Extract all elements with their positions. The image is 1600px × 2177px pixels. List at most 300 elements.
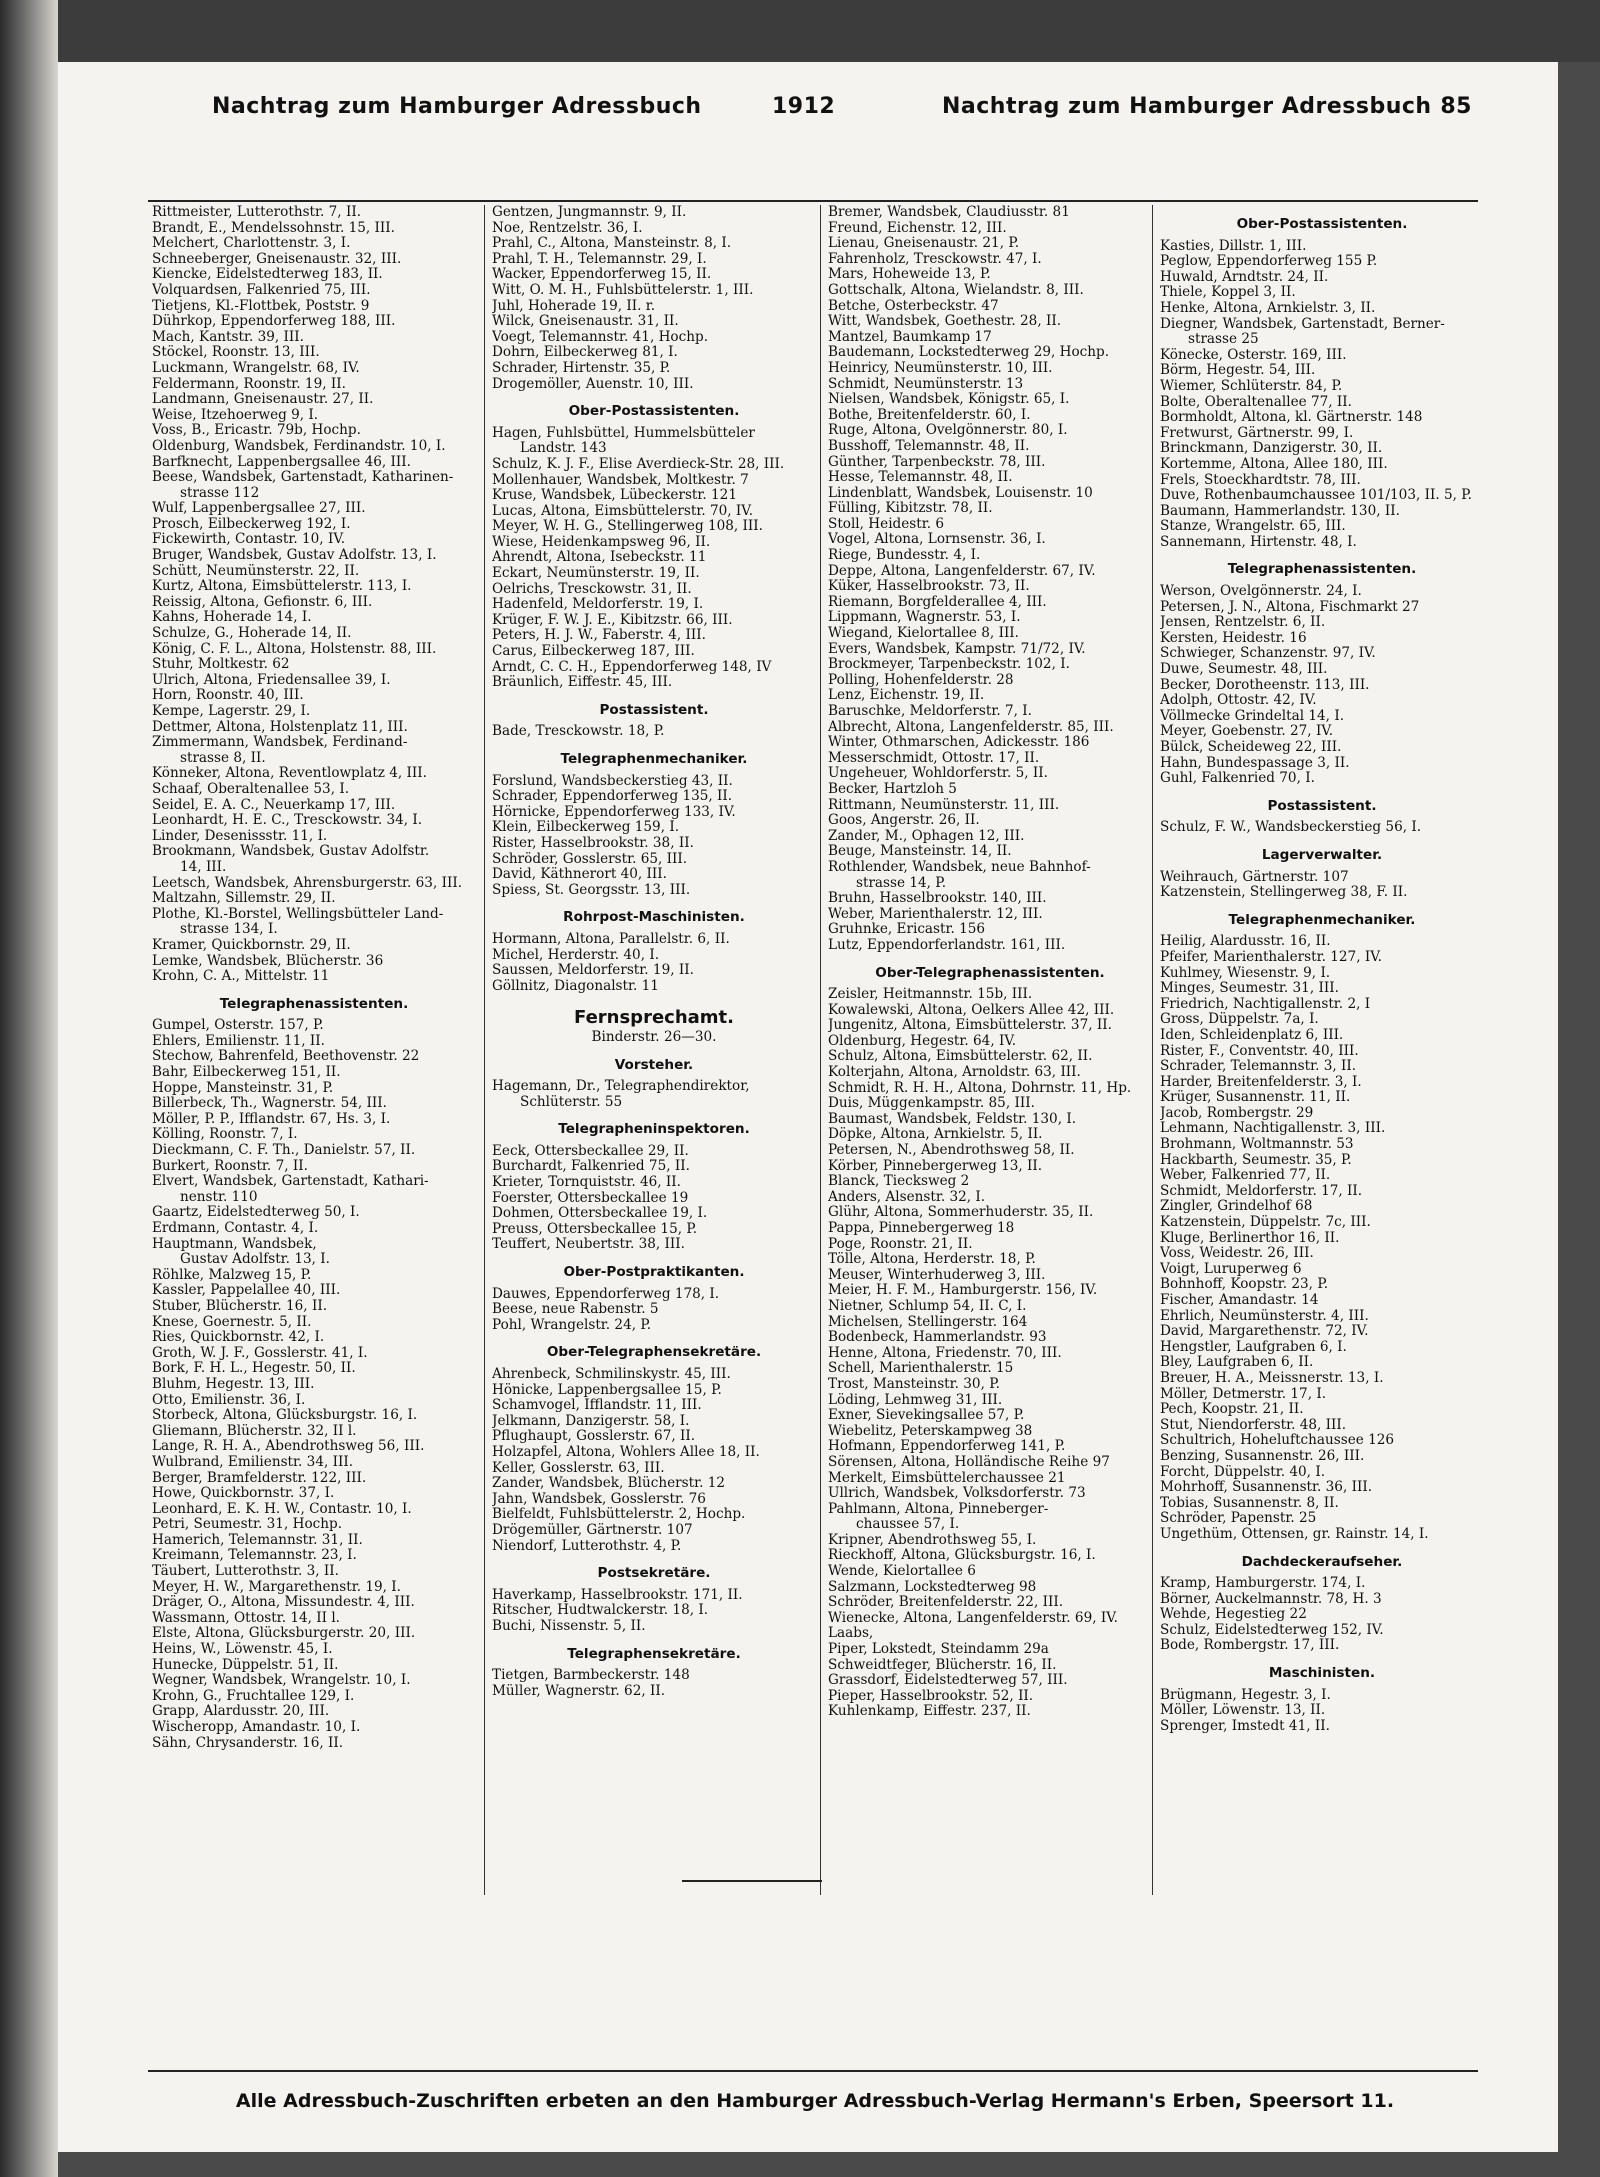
- directory-entry: Zimmermann, Wandsbek, Ferdinand-: [152, 735, 408, 751]
- directory-entry: Weber, Falkenried 77, II.: [1160, 1168, 1331, 1184]
- directory-entry: Forslund, Wandsbeckerstieg 43, II.: [492, 773, 733, 789]
- directory-entry: Dieckmann, C. F. Th., Danielstr. 57, II.: [152, 1143, 416, 1159]
- directory-entry: Börm, Hegestr. 54, III.: [1160, 363, 1316, 379]
- directory-entry: Bade, Tresckowstr. 18, P.: [492, 724, 665, 740]
- directory-entry: Jahn, Wandsbek, Gosslerstr. 76: [492, 1491, 706, 1507]
- directory-entry: Hormann, Altona, Parallelstr. 6, II.: [492, 931, 730, 947]
- directory-entry: Sprenger, Imstedt 41, II.: [1160, 1718, 1330, 1734]
- directory-entry: Wischeropp, Amandastr. 10, I.: [152, 1720, 361, 1735]
- directory-entry: Lenz, Eichenstr. 19, II.: [828, 688, 985, 704]
- directory-entry: Harder, Breitenfelderstr. 3, I.: [1160, 1074, 1362, 1090]
- directory-entry: Spiess, St. Georgsstr. 13, III.: [492, 882, 691, 898]
- directory-entry: Witt, Wandsbek, Goethestr. 28, II.: [828, 314, 1062, 330]
- directory-entry: Pflughaupt, Gosslerstr. 67, II.: [492, 1429, 696, 1445]
- directory-entry: Pahlmann, Altona, Pinneberger-: [828, 1501, 1049, 1517]
- directory-entry: Brockmeyer, Tarpenbeckstr. 102, I.: [828, 657, 1070, 673]
- directory-entry: Brandt, E., Mendelssohnstr. 15, III.: [152, 220, 395, 236]
- directory-entry: David, Käthnerort 40, III.: [492, 867, 667, 883]
- directory-entry: Bohnhoff, Koopstr. 23, P.: [1160, 1277, 1329, 1293]
- header-right-title: Nachtrag zum Hamburger Adressbuch: [942, 94, 1432, 119]
- directory-entry: Löding, Lehmweg 31, III.: [828, 1392, 1003, 1408]
- directory-entry: Peglow, Eppendorferweg 155 P.: [1160, 254, 1378, 270]
- directory-entry: Linder, Desenissstr. 11, I.: [152, 828, 328, 844]
- section-heading: Ober-Telegraphensekretäre.: [546, 1344, 762, 1361]
- section-heading: Telegraphenmechaniker.: [560, 751, 748, 767]
- directory-entry: Schmidt, Neumünsterstr. 13: [828, 376, 1024, 392]
- section-heading: Telegrapheninspektoren.: [558, 1121, 750, 1138]
- directory-entry: Bodenbeck, Hammerlandstr. 93: [828, 1330, 1047, 1346]
- directory-entry: Adolph, Ottostr. 42, IV.: [1160, 693, 1317, 709]
- section-heading: Telegraphensekretäre.: [567, 1645, 741, 1662]
- directory-entry: Krüger, Susannenstr. 11, II.: [1160, 1090, 1351, 1106]
- directory-entry: Hadenfeld, Meldorferstr. 19, I.: [492, 597, 704, 613]
- directory-entry: Beese, Wandsbek, Gartenstadt, Katharinen-: [152, 470, 454, 486]
- page-number: 85: [1440, 94, 1472, 119]
- directory-entry: Hagen, Fuhlsbüttel, Hummelsbütteler: [492, 425, 755, 441]
- directory-entry: Henne, Altona, Friedenstr. 70, III.: [828, 1345, 1062, 1361]
- directory-entry: Gaartz, Eidelstedterweg 50, I.: [152, 1205, 360, 1221]
- directory-entry: Fischer, Amandastr. 14: [1160, 1293, 1319, 1308]
- directory-entry: Tietgen, Barmbeckerstr. 148: [492, 1668, 690, 1684]
- directory-entry: Piper, Lokstedt, Steindamm 29a: [828, 1642, 1049, 1658]
- directory-entry: Wilck, Gneisenaustr. 31, II.: [492, 314, 679, 330]
- directory-entry: Duve, Rothenbaumchaussee 101/103, II. 5, P.: [1160, 488, 1472, 504]
- directory-entry: Dettmer, Altona, Holstenplatz 11, III.: [152, 719, 408, 735]
- directory-entry: Dauwes, Eppendorferweg 178, I.: [492, 1286, 720, 1302]
- directory-entry: Duwe, Seumestr. 48, III.: [1160, 662, 1328, 678]
- directory-entry: Frels, Stoeckhardtstr. 78, III.: [1160, 472, 1361, 488]
- directory-entry: Witt, O. M. H., Fuhlsbüttelerstr. 1, III.: [492, 282, 754, 298]
- directory-entry: Betche, Osterbeckstr. 47: [828, 298, 999, 314]
- directory-entry: Barfknecht, Lappenbergsallee 46, III.: [152, 454, 411, 470]
- office-address: Binderstr. 26—30.: [591, 1028, 717, 1045]
- directory-entry: Huwald, Arndtstr. 24, II.: [1160, 269, 1329, 285]
- section-heading: Rohrpost-Maschinisten.: [563, 909, 745, 926]
- directory-entry: Mars, Hoheweide 13, P.: [828, 267, 991, 283]
- directory-entry: Voss, B., Ericastr. 79b, Hochp.: [152, 423, 361, 439]
- section-heading: Maschinisten.: [1268, 1665, 1376, 1682]
- directory-entry: Stöckel, Roonstr. 13, III.: [152, 345, 320, 361]
- directory-entry: Wiebelitz, Peterskampweg 38: [828, 1423, 1033, 1439]
- directory-entry: Meier, H. F. M., Hamburgerstr. 156, IV.: [828, 1283, 1098, 1299]
- entry-continuation: chaussee 57, I.: [856, 1517, 960, 1533]
- entry-continuation: strasse 14, P.: [856, 875, 947, 891]
- directory-entry: Bormholdt, Altona, kl. Gärtnerstr. 148: [1160, 410, 1423, 426]
- directory-entry: Jacob, Rombergstr. 29: [1160, 1105, 1314, 1121]
- directory-entry: Goos, Angerstr. 26, II.: [828, 813, 980, 829]
- directory-entry: Ruge, Altona, Övelgönnerstr. 80, I.: [828, 423, 1068, 439]
- directory-entry: Baudemann, Lockstedterweg 29, Hochp.: [828, 345, 1110, 361]
- directory-entry: Wehde, Hegestieg 22: [1160, 1607, 1307, 1623]
- directory-entry: Schulz, Altona, Eimsbüttelerstr. 62, II.: [828, 1049, 1093, 1065]
- directory-entry: Meyer, H. W., Margarethenstr. 19, I.: [152, 1579, 401, 1595]
- directory-entry: Minges, Seumestr. 31, III.: [1160, 981, 1339, 997]
- directory-entry: Baruschke, Meldorferstr. 7, I.: [828, 704, 1032, 719]
- directory-entry: Dohmen, Ottersbeckallee 19, I.: [492, 1206, 708, 1222]
- directory-entry: Lienau, Gneisenaustr. 21, P.: [828, 236, 1020, 252]
- directory-entry: Pieper, Hasselbrookstr. 52, II.: [828, 1688, 1034, 1704]
- directory-entry: Heinricy, Neumünsterstr. 10, III.: [828, 360, 1053, 376]
- directory-entry: Prahl, T. H., Telemannstr. 29, I.: [492, 251, 707, 267]
- directory-entry: Lucas, Altona, Eimsbüttelerstr. 70, IV.: [492, 503, 754, 519]
- directory-entry: Kolterjahn, Altona, Arnoldstr. 63, III.: [828, 1065, 1081, 1081]
- directory-entry: Meyer, W. H. G., Stellingerweg 108, III.: [492, 519, 763, 535]
- directory-entry: Hackbarth, Seumestr. 35, P.: [1160, 1152, 1352, 1168]
- directory-entry: Kersten, Heidestr. 16: [1160, 630, 1307, 646]
- directory-entry: Becker, Hartzloh 5: [828, 781, 957, 797]
- directory-entry: Werson, Övelgönnerstr. 24, I.: [1160, 584, 1362, 600]
- entry-continuation: strasse 25: [1188, 332, 1259, 348]
- directory-entry: Fretwurst, Gärtnerstr. 99, I.: [1160, 425, 1354, 441]
- directory-entry: Merkelt, Eimsbüttelerchaussee 21: [828, 1470, 1066, 1486]
- directory-entry: Ulrich, Altona, Friedensallee 39, I.: [152, 672, 391, 688]
- directory-entry: Könecke, Osterstr. 169, III.: [1160, 347, 1347, 363]
- directory-entry: Nietner, Schlump 54, II. C, I.: [828, 1298, 1027, 1314]
- directory-entry: Fülling, Kibitzstr. 78, II.: [828, 501, 993, 517]
- directory-entry: Wassmann, Ottostr. 14, II l.: [152, 1610, 341, 1626]
- directory-entry: Exner, Sievekingsallee 57, P.: [828, 1408, 1025, 1424]
- directory-entry: Petersen, N., Abendrothsweg 58, II.: [828, 1143, 1075, 1159]
- entry-continuation: strasse 8, II.: [180, 750, 266, 766]
- directory-entry: Hamerich, Telemannstr. 31, II.: [152, 1532, 363, 1548]
- section-heading: Vorsteher.: [614, 1056, 694, 1073]
- directory-entry: Börner, Auckelmannstr. 78, H. 3: [1160, 1591, 1382, 1607]
- directory-entry: Bülck, Scheideweg 22, III.: [1160, 740, 1342, 755]
- directory-entry: Jensen, Rentzelstr. 6, II.: [1160, 615, 1326, 631]
- directory-entry: Tietjens, Kl.-Flottbek, Poststr. 9: [152, 298, 370, 314]
- directory-entry: Wulbrand, Emilienstr. 34, III.: [152, 1454, 354, 1470]
- directory-entry: Michelsen, Stellingerstr. 164: [828, 1314, 1028, 1330]
- directory-entry: Hönicke, Lappenbergsallee 15, P.: [492, 1382, 722, 1398]
- directory-entry: Schrader, Hirtenstr. 35, P.: [492, 360, 671, 376]
- directory-entry: Gumpel, Osterstr. 157, P.: [152, 1018, 324, 1034]
- directory-entry: Döpke, Altona, Arnkielstr. 5, II.: [828, 1127, 1043, 1143]
- directory-entry: Schütt, Neumünsterstr. 22, II.: [152, 563, 360, 579]
- directory-entry: Benzing, Susannenstr. 26, III.: [1160, 1448, 1365, 1464]
- directory-entry: Schaaf, Oberaltenallee 53, I.: [152, 781, 350, 797]
- entry-continuation: 14, III.: [180, 859, 227, 875]
- directory-entry: Beese, neue Rabenstr. 5: [492, 1302, 659, 1318]
- directory-entry: Ehlers, Emilienstr. 11, II.: [152, 1033, 325, 1049]
- directory-entry: Elvert, Wandsbek, Gartenstadt, Kathari-: [152, 1174, 429, 1190]
- directory-entry: Hahn, Bundespassage 3, II.: [1160, 755, 1350, 771]
- directory-entry: Gentzen, Jungmannstr. 9, II.: [492, 205, 687, 220]
- directory-entry: Dohrn, Eilbeckerweg 81, I.: [492, 345, 678, 361]
- office-title: Fernsprechamt.: [574, 1007, 734, 1029]
- running-header: [212, 82, 1472, 126]
- directory-entry: Wegner, Wandsbek, Wrangelstr. 10, I.: [152, 1673, 411, 1689]
- directory-entry: Kurtz, Altona, Eimsbüttelerstr. 113, I.: [152, 579, 412, 595]
- directory-entry: Ungeheuer, Wohldorferstr. 5, II.: [828, 766, 1048, 782]
- directory-entry: Luckmann, Wrangelstr. 68, IV.: [152, 360, 360, 376]
- directory-entry: Weber, Marienthalerstr. 12, III.: [828, 906, 1043, 922]
- book-binding: [0, 0, 58, 2177]
- directory-entry: Juhl, Hoherade 19, II. r.: [492, 298, 656, 314]
- directory-entry: Trost, Mansteinstr. 30, P.: [828, 1376, 1000, 1392]
- directory-entry: Zeisler, Heitmannstr. 15b, III.: [828, 987, 1033, 1003]
- directory-entry: Weise, Itzehoerweg 9, I.: [152, 407, 319, 423]
- directory-entry: Kowalewski, Altona, Oelkers Allee 42, III.: [828, 1002, 1115, 1018]
- directory-entry: Stut, Niendorferstr. 48, III.: [1160, 1417, 1347, 1433]
- directory-entry: Friedrich, Nachtigallenstr. 2, I: [1160, 996, 1371, 1012]
- directory-entry: Röhlke, Malzweg 15, P.: [152, 1267, 312, 1283]
- directory-entry: Kramer, Quickbornstr. 29, II.: [152, 937, 351, 953]
- directory-entry: Pappa, Pinnebergerweg 18: [828, 1221, 1015, 1236]
- directory-entry: Weihrauch, Gärtnerstr. 107: [1160, 869, 1349, 885]
- directory-entry: Kiencke, Eidelstedterweg 183, II.: [152, 267, 383, 283]
- section-heading: Lagerverwalter.: [1261, 846, 1383, 863]
- directory-entry: Lemke, Wandsbek, Blücherstr. 36: [152, 953, 384, 969]
- directory-entry: Kuhlmey, Wiesenstr. 9, I.: [1160, 965, 1331, 981]
- end-rule: [682, 1880, 822, 1882]
- directory-entry: Stuhr, Moltkestr. 62: [152, 657, 290, 673]
- directory-entry: Bräunlich, Eiffestr. 45, III.: [492, 675, 673, 691]
- directory-entry: Burchardt, Falkenried 75, II.: [492, 1159, 690, 1175]
- directory-entry: Iden, Schleidenplatz 6, III.: [1160, 1027, 1344, 1043]
- directory-entry: Diegner, Wandsbek, Gartenstadt, Berner-: [1160, 316, 1445, 332]
- directory-entry: Lehmann, Nachtigallenstr. 3, III.: [1160, 1121, 1386, 1137]
- section-heading: Telegraphenassistenten.: [219, 995, 409, 1012]
- directory-entry: Schrader, Telemannstr. 3, II.: [1160, 1059, 1357, 1075]
- section-heading: Postassistent.: [599, 701, 709, 718]
- directory-entry: Wienecke, Altona, Langenfelderstr. 69, IV.: [828, 1610, 1118, 1626]
- directory-entry: Elste, Altona, Glücksburgerstr. 20, III.: [152, 1626, 416, 1642]
- directory-entry: Wende, Kielortallee 6: [828, 1564, 976, 1580]
- directory-entry: Schamvogel, Ifflandstr. 11, III.: [492, 1398, 702, 1414]
- directory-entry: Mach, Kantstr. 39, III.: [152, 329, 304, 345]
- directory-entry: Bahr, Eilbeckerweg 151, II.: [152, 1065, 341, 1081]
- entry-continuation: nenstr. 110: [180, 1189, 258, 1205]
- directory-entry: Mantzel, Baumkamp 17: [828, 329, 992, 345]
- directory-entry: Kramp, Hamburgerstr. 174, I.: [1160, 1576, 1366, 1592]
- directory-entry: Becker, Dorotheenstr. 113, III.: [1160, 677, 1370, 693]
- directory-entry: Stanze, Wrangelstr. 65, III.: [1160, 519, 1346, 535]
- directory-entry: Sannemann, Hirtenstr. 48, I.: [1160, 534, 1357, 550]
- section-heading: Ober-Postassistenten.: [1236, 216, 1408, 232]
- directory-entry: Maltzahn, Sillemstr. 29, II.: [152, 891, 336, 907]
- directory-entry: Bolte, Oberaltenallee 77, II.: [1160, 394, 1352, 410]
- section-heading: Postassistent.: [1267, 797, 1377, 814]
- directory-entry: Göllnitz, Diagonalstr. 11: [492, 978, 659, 994]
- directory-entry: Landmann, Gneisenaustr. 27, II.: [152, 392, 374, 408]
- directory-entry: Beuge, Mansteinstr. 14, II.: [828, 844, 1012, 860]
- directory-entry: Kasties, Dillstr. 1, III.: [1160, 238, 1307, 254]
- directory-entry: Kahns, Hoherade 14, I.: [152, 610, 312, 626]
- directory-entry: Kripner, Abendrothsweg 55, I.: [828, 1532, 1037, 1548]
- directory-entry: Teuffert, Neubertstr. 38, III.: [492, 1237, 685, 1253]
- directory-entry: Schultrich, Hoheluftchaussee 126: [1160, 1433, 1395, 1449]
- directory-entry: Stechow, Bahrenfeld, Beethovenstr. 22: [152, 1049, 420, 1065]
- directory-entry: Guhl, Falkenried 70, I.: [1160, 771, 1315, 787]
- directory-entry: Wiegand, Kielortallee 8, III.: [828, 626, 1020, 642]
- entry-continuation: Landstr. 143: [520, 441, 607, 457]
- directory-entry: Anders, Alsenstr. 32, I.: [828, 1189, 986, 1205]
- column-divider: [484, 205, 485, 1895]
- column-3: [828, 205, 1152, 1720]
- directory-entry: Foerster, Ottersbeckallee 19: [492, 1190, 689, 1206]
- directory-entry: Messerschmidt, Ottostr. 17, II.: [828, 750, 1040, 766]
- directory-entry: Kempe, Lagerstr. 29, I.: [152, 704, 311, 719]
- directory-entry: Feldermann, Roonstr. 19, II.: [152, 376, 346, 392]
- directory-entry: Pfeifer, Marienthalerstr. 127, IV.: [1160, 949, 1382, 965]
- directory-entry: Laabs,: [828, 1626, 874, 1642]
- directory-entry: Schröder, Papenstr. 25: [1160, 1511, 1317, 1527]
- directory-entry: Wiemer, Schlüterstr. 84, P.: [1160, 378, 1343, 394]
- directory-entry: Krieter, Tornquiststr. 46, II.: [492, 1175, 681, 1191]
- directory-entry: Petersen, J. N., Altona, Fischmarkt 27: [1160, 599, 1420, 615]
- directory-entry: Groth, W. J. F., Gosslerstr. 41, I.: [152, 1345, 368, 1361]
- directory-entry: Arndt, C. C. H., Eppendorferweg 148, IV: [492, 659, 772, 675]
- directory-entry: Bruger, Wandsbek, Gustav Adolfstr. 13, I.: [152, 548, 437, 564]
- directory-entry: Schweidtfeger, Blücherstr. 16, II.: [828, 1657, 1057, 1673]
- directory-entry: Ullrich, Wandsbek, Volksdorferstr. 73: [828, 1486, 1086, 1502]
- directory-entry: Melchert, Charlottenstr. 3, I.: [152, 236, 351, 252]
- directory-entry: Ahrenbeck, Schmilinskystr. 45, III.: [492, 1367, 731, 1382]
- header-year: 1912: [772, 94, 836, 119]
- directory-entry: Mollenhauer, Wandsbek, Moltkestr. 7: [492, 472, 749, 488]
- directory-entry: Prosch, Eilbeckerweg 192, I.: [152, 516, 351, 532]
- directory-entry: Krüger, F. W. J. E., Kibitzstr. 66, III.: [492, 612, 733, 628]
- directory-entry: Dräger, O., Altona, Missundestr. 4, III.: [152, 1595, 415, 1611]
- directory-entry: Schulz, K. J. F., Elise Averdieck-Str. 28, III.: [492, 456, 785, 472]
- directory-entry: Riemann, Borgfelderallee 4, III.: [828, 594, 1047, 610]
- entry-continuation: Gustav Adolfstr. 13, I.: [180, 1252, 330, 1268]
- directory-entry: Leonhardt, H. E. C., Tresckowstr. 34, I.: [152, 813, 423, 829]
- directory-entry: Gross, Düppelstr. 7a, I.: [1160, 1012, 1319, 1028]
- directory-entry: Hunecke, Düppelstr. 51, II.: [152, 1657, 339, 1673]
- directory-entry: Deppe, Altona, Langenfelderstr. 67, IV.: [828, 563, 1096, 579]
- directory-entry: Vogel, Altona, Lornsenstr. 36, I.: [828, 532, 1046, 548]
- directory-entry: Evers, Wandsbek, Kampstr. 71/72, IV.: [828, 641, 1086, 657]
- directory-entry: Buchi, Nissenstr. 5, II.: [492, 1618, 646, 1634]
- section-heading: Telegraphenassistenten.: [1227, 561, 1417, 578]
- directory-entry: Hauptmann, Wandsbek,: [152, 1236, 317, 1252]
- column-4: [1160, 205, 1484, 1734]
- directory-entry: Fahrenholz, Tresckowstr. 47, I.: [828, 251, 1042, 267]
- directory-entry: Saussen, Meldorferstr. 19, II.: [492, 963, 694, 979]
- directory-entry: Henke, Altona, Arnkielstr. 3, II.: [1160, 300, 1376, 316]
- entry-continuation: Schlüterstr. 55: [520, 1094, 623, 1110]
- directory-entry: Zingler, Grindelhof 68: [1160, 1199, 1313, 1215]
- directory-entry: Jelkmann, Danzigerstr. 58, I.: [492, 1413, 690, 1429]
- directory-entry: Oldenburg, Wandsbek, Ferdinandstr. 10, I.: [152, 438, 446, 454]
- directory-entry: Stuber, Blücherstr. 16, II.: [152, 1298, 328, 1314]
- directory-entry: Wulf, Lappenbergsallee 27, III.: [152, 501, 366, 517]
- directory-entry: Rieckhoff, Altona, Glücksburgstr. 16, I.: [828, 1548, 1096, 1564]
- directory-entry: Brinckmann, Danzigerstr. 30, II.: [1160, 441, 1383, 457]
- directory-entry: Hesse, Telemannstr. 48, II.: [828, 470, 1013, 486]
- directory-entry: Brohmann, Woltmannstr. 53: [1160, 1137, 1354, 1153]
- directory-entry: Körber, Pinnebergerweg 13, II.: [828, 1158, 1043, 1174]
- directory-entry: Lindenblatt, Wandsbek, Louisenstr. 10: [828, 485, 1093, 501]
- directory-entry: Nielsen, Wandsbek, Königstr. 65, I.: [828, 392, 1070, 408]
- directory-entry: Horn, Roonstr. 40, III.: [152, 688, 304, 704]
- directory-entry: Oelrichs, Tresckowstr. 31, II.: [492, 581, 692, 597]
- directory-entry: Prahl, C., Altona, Mansteinstr. 8, I.: [492, 236, 732, 252]
- directory-entry: Peters, H. J. W., Faberstr. 4, III.: [492, 628, 706, 644]
- directory-entry: Lippmann, Wagnerstr. 53, I.: [828, 610, 1021, 626]
- column-divider: [820, 205, 821, 1895]
- directory-entry: Bode, Rombergstr. 17, III.: [1160, 1638, 1340, 1654]
- header-rule: [148, 200, 1478, 202]
- directory-entry: Petri, Seumestr. 31, Hochp.: [152, 1517, 343, 1533]
- directory-entry: Schwieger, Schanzenstr. 97, IV.: [1160, 646, 1376, 662]
- directory-entry: Pech, Koopstr. 21, II.: [1160, 1402, 1304, 1418]
- directory-entry: Schneeberger, Gneisenaustr. 32, III.: [152, 251, 402, 267]
- directory-entry: Günther, Tarpenbeckstr. 78, III.: [828, 454, 1046, 470]
- directory-entry: Grapp, Alardusstr. 20, III.: [152, 1704, 330, 1720]
- footer-notice: Alle Adressbuch-Zuschriften erbeten an den Hamburger Adressbuch-Verlag Hermann's Erben, Speersort 11.: [235, 2090, 1395, 2112]
- directory-entry: Preuss, Ottersbeckallee 15, P.: [492, 1221, 698, 1237]
- directory-entry: Gruhnke, Ericastr. 156: [828, 922, 986, 938]
- directory-entry: Stoll, Heidestr. 6: [828, 516, 945, 532]
- directory-entry: Bothe, Breitenfelderstr. 60, I.: [828, 407, 1031, 423]
- directory-entry: Howe, Quickbornstr. 37, I.: [152, 1486, 335, 1502]
- directory-entry: Gottschalk, Altona, Wielandstr. 8, III.: [828, 282, 1084, 298]
- directory-entry: Rothlender, Wandsbek, neue Bahnhof-: [828, 859, 1091, 875]
- directory-entry: Bork, F. H. L., Hegestr. 50, II.: [152, 1361, 356, 1377]
- directory-entry: Baumann, Hammerlandstr. 130, II.: [1160, 503, 1400, 519]
- directory-entry: Noe, Rentzelstr. 36, I.: [492, 220, 643, 236]
- directory-entry: Ritscher, Hudtwalckerstr. 18, I.: [492, 1603, 709, 1619]
- directory-entry: Seidel, E. A. C., Neuerkamp 17, III.: [152, 797, 396, 813]
- directory-entry: Kölling, Roonstr. 7, I.: [152, 1127, 298, 1143]
- directory-entry: Hagemann, Dr., Telegraphendirektor,: [492, 1079, 750, 1095]
- section-heading: Telegraphenmechaniker.: [1228, 911, 1416, 928]
- directory-entry: Eckart, Neumünsterstr. 19, II.: [492, 566, 700, 582]
- directory-entry: Oldenburg, Hegestr. 64, IV.: [828, 1033, 1017, 1049]
- directory-entry: Niendorf, Lutterothstr. 4, P.: [492, 1538, 682, 1554]
- directory-entry: Völlmecke Grindeltal 14, I.: [1160, 708, 1345, 724]
- directory-entry: Klein, Eilbeckerweg 159, I.: [492, 820, 680, 836]
- column-1: [152, 205, 476, 1751]
- directory-entry: Leonhard, E. K. H. W., Contastr. 10, I.: [152, 1501, 412, 1517]
- directory-entry: Bruhn, Hasselbrookstr. 140, III.: [828, 891, 1047, 907]
- directory-entry: Meuser, Winterhuderweg 3, III.: [828, 1267, 1046, 1283]
- directory-entry: Forcht, Düppelstr. 40, I.: [1160, 1464, 1326, 1480]
- directory-entry: Hofmann, Eppendorferweg 141, P.: [828, 1439, 1066, 1455]
- directory-entry: Dührkop, Eppendorferweg 188, III.: [152, 314, 396, 330]
- directory-entry: Gliemann, Blücherstr. 32, II l.: [152, 1423, 357, 1439]
- directory-entry: Pohl, Wrangelstr. 24, P.: [492, 1317, 652, 1333]
- directory-entry: Lange, R. H. A., Abendrothsweg 56, III.: [152, 1439, 425, 1455]
- directory-entry: Blanck, Tiecksweg 2: [828, 1174, 970, 1190]
- directory-entry: Schell, Marienthalerstr. 15: [828, 1361, 1014, 1377]
- directory-entry: Rister, Hasselbrookstr. 38, II.: [492, 835, 694, 851]
- directory-entry: Schulze, G., Hoherade 14, II.: [152, 626, 352, 642]
- directory-entry: Freund, Eichenstr. 12, III.: [828, 220, 1007, 236]
- directory-entry: Voss, Weidestr. 26, III.: [1160, 1246, 1314, 1262]
- directory-entry: Rister, F., Conventstr. 40, III.: [1160, 1043, 1359, 1059]
- directory-entry: Leetsch, Wandsbek, Ahrensburgerstr. 63, III.: [152, 875, 463, 891]
- directory-entry: Schröder, Gosslerstr. 65, III.: [492, 851, 688, 867]
- directory-entry: Schröder, Breitenfelderstr. 22, III.: [828, 1595, 1064, 1611]
- directory-entry: Heins, W., Löwenstr. 45, I.: [152, 1642, 333, 1658]
- directory-entry: Grassdorf, Eidelstedterweg 57, III.: [828, 1673, 1068, 1689]
- directory-entry: Schmidt, Meldorferstr. 17, II.: [1160, 1183, 1363, 1199]
- directory-entry: Burkert, Roonstr. 7, II.: [152, 1158, 308, 1174]
- directory-entry: Rittmeister, Lutterothstr. 7, II.: [152, 205, 362, 220]
- directory-entry: Tobias, Susannenstr. 8, II.: [1160, 1495, 1339, 1511]
- directory-entry: Bielfeldt, Fuhlsbüttelerstr. 2, Hochp.: [492, 1507, 746, 1523]
- section-heading: Ober-Postassistenten.: [568, 403, 740, 420]
- directory-entry: Lutz, Eppendorferlandstr. 161, III.: [828, 937, 1066, 953]
- directory-entry: Carus, Eilbeckerweg 187, III.: [492, 644, 695, 660]
- directory-entry: Glühr, Altona, Sommerhuderstr. 35, II.: [828, 1205, 1094, 1221]
- directory-entry: Ehrlich, Neumünsterstr. 4, III.: [1160, 1308, 1369, 1324]
- directory-entry: Keller, Gosslerstr. 63, III.: [492, 1460, 665, 1476]
- directory-entry: Voegt, Telemannstr. 41, Hochp.: [492, 329, 709, 345]
